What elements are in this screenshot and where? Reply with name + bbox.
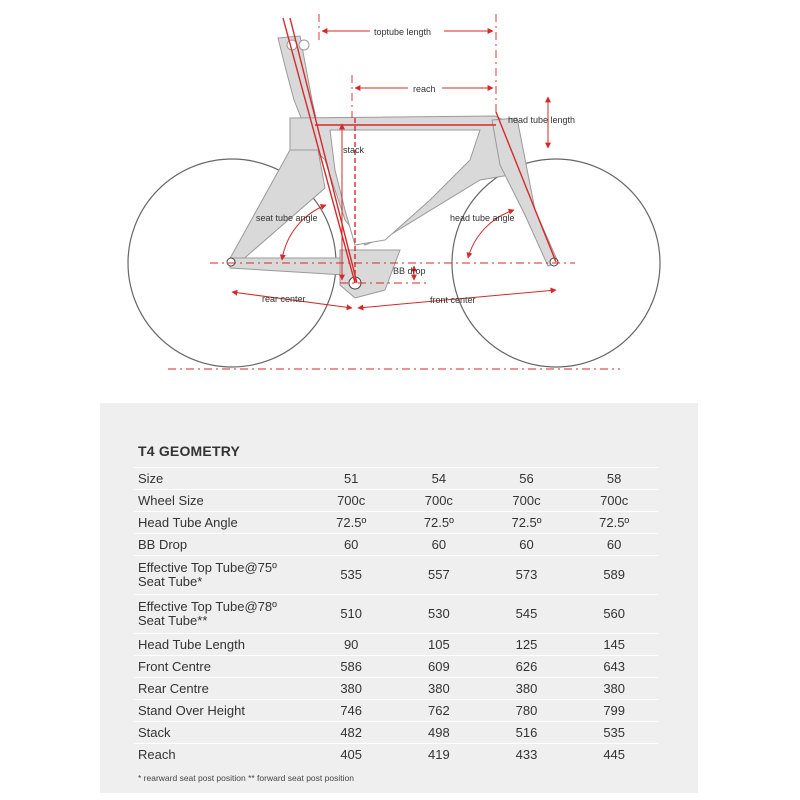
row-label: Head Tube Angle: [134, 512, 307, 534]
table-title: T4 GEOMETRY: [138, 443, 241, 459]
cell: 482: [307, 722, 395, 744]
cell: 560: [570, 595, 658, 634]
cell: 72.5º: [307, 512, 395, 534]
table-row: [134, 634, 658, 656]
cell: 72.5º: [570, 512, 658, 534]
cell: 545: [483, 595, 571, 634]
row-label-line: Effective Top Tube@75º: [138, 560, 277, 575]
stack-label: stack: [343, 145, 365, 155]
cell: 60: [395, 534, 483, 556]
cell: 60: [483, 534, 571, 556]
cell: 700c: [570, 490, 658, 512]
cell: 60: [307, 534, 395, 556]
rear-center-label: rear center: [262, 294, 306, 304]
toptube-length-label: toptube length: [374, 27, 432, 37]
bottom-bracket: [340, 250, 400, 298]
table-row: [134, 722, 658, 744]
cell: 433: [483, 744, 571, 766]
cell: 380: [307, 678, 395, 700]
cell: 510: [307, 595, 395, 634]
row-label: Stand Over Height: [134, 700, 307, 722]
reach-label: reach: [413, 84, 436, 94]
row-label: Head Tube Length: [134, 634, 307, 656]
cell: 380: [395, 678, 483, 700]
row-label: [134, 595, 307, 634]
cell: 746: [307, 700, 395, 722]
cell: 145: [570, 634, 658, 656]
row-label: BB Drop: [134, 534, 307, 556]
cell: 799: [570, 700, 658, 722]
row-label-line: Effective Top Tube@78º: [138, 599, 277, 614]
cell: 643: [570, 656, 658, 678]
rear-dropout: [227, 258, 235, 266]
table-row: [134, 678, 658, 700]
table-row: [134, 556, 658, 595]
table-row: [134, 468, 658, 490]
table-row: [134, 595, 658, 634]
cell: 700c: [395, 490, 483, 512]
cell: 762: [395, 700, 483, 722]
cell: 60: [570, 534, 658, 556]
front-dropout: [550, 258, 558, 266]
cell: 51: [307, 468, 395, 490]
cell: 56: [483, 468, 571, 490]
cell: 498: [395, 722, 483, 744]
cell: 54: [395, 468, 483, 490]
cell: 626: [483, 656, 571, 678]
cell: 557: [395, 556, 483, 595]
bb-drop-label: BB drop: [393, 266, 426, 276]
row-label: Wheel Size: [134, 490, 307, 512]
cell: 380: [483, 678, 571, 700]
cell: 535: [570, 722, 658, 744]
table-row: [134, 656, 658, 678]
footnote: * rearward seat post position ** forward seat post position: [138, 773, 354, 783]
table-row: [134, 744, 658, 766]
row-label: Stack: [134, 722, 307, 744]
row-label: Reach: [134, 744, 307, 766]
cell: 72.5º: [395, 512, 483, 534]
row-label: Front Centre: [134, 656, 307, 678]
table-row: [134, 490, 658, 512]
table-row: [134, 534, 658, 556]
cell: 380: [570, 678, 658, 700]
cell: 700c: [483, 490, 571, 512]
cell: 445: [570, 744, 658, 766]
row-label-line: Seat Tube*: [138, 574, 203, 589]
cell: 90: [307, 634, 395, 656]
row-label-line: Seat Tube**: [138, 613, 208, 628]
cell: 609: [395, 656, 483, 678]
cell: 125: [483, 634, 571, 656]
cell: 535: [307, 556, 395, 595]
cell: 105: [395, 634, 483, 656]
cell: 419: [395, 744, 483, 766]
row-label: [134, 556, 307, 595]
table-row: [134, 700, 658, 722]
cell: 58: [570, 468, 658, 490]
cell: 72.5º: [483, 512, 571, 534]
geometry-table: [134, 467, 658, 765]
table-row: [134, 512, 658, 534]
head-tube-angle-label: head tube angle: [450, 213, 515, 223]
seat-tube-angle-label: seat tube angle: [256, 213, 318, 223]
geometry-panel: [100, 403, 698, 793]
cell: 516: [483, 722, 571, 744]
cell: 700c: [307, 490, 395, 512]
cell: 589: [570, 556, 658, 595]
cell: 586: [307, 656, 395, 678]
cell: 405: [307, 744, 395, 766]
seat-clamp-bolt-2: [299, 40, 309, 50]
cell: 780: [483, 700, 571, 722]
seat-post: [278, 36, 316, 120]
cell: 530: [395, 595, 483, 634]
head-tube-length-label: head tube length: [508, 115, 576, 125]
row-label: Rear Centre: [134, 678, 307, 700]
row-label: Size: [134, 468, 307, 490]
cell: 573: [483, 556, 571, 595]
front-center-label: front center: [430, 295, 476, 305]
